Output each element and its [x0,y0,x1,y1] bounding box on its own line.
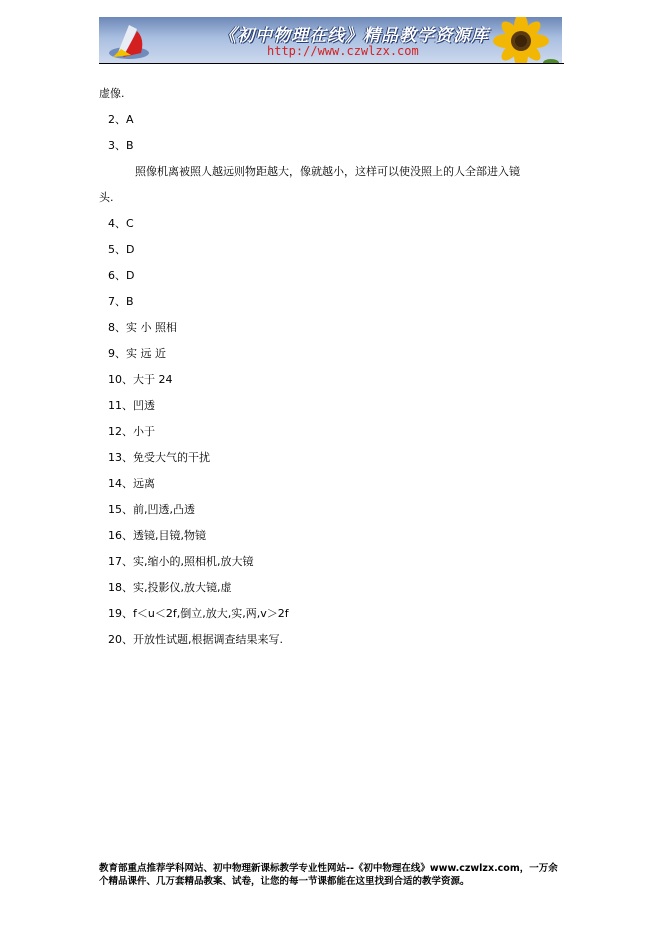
footer-line: 教育部重点推荐学科网站、初中物理新课标教学专业性网站--《初中物理在线》www.czwlzx.com，一万余 [99,863,558,874]
answer-line: 9、实 远 近 [108,347,166,360]
answer-line: 16、透镜,目镜,物镜 [108,529,206,542]
answer-line: 照像机离被照人越远则物距越大，像就越小，这样可以使没照上的人全部进入镜 [135,165,520,178]
footer-promo [99,862,565,888]
answer-line: 12、小于 [108,425,155,438]
answer-line: 4、C [108,217,134,230]
answer-line: 18、实,投影仪,放大镜,虚 [108,581,232,594]
answer-line: 13、免受大气的干扰 [108,451,210,464]
answer-line: 2、A [108,113,134,126]
answer-line: 5、D [108,243,135,256]
answer-line: 3、B [108,139,134,152]
answer-line: 7、B [108,295,134,308]
banner-url[interactable]: http://www.czwlzx.com [267,44,419,58]
answer-line: 头. [99,191,114,204]
footer-line: 个精品课件、几万套精品教案、试卷，让您的每一节课都能在这里找到合适的教学资源。 [99,876,470,887]
answer-line: 6、D [108,269,135,282]
answer-line: 虚像. [99,87,125,100]
banner-title: 《初中物理在线》精品教学资源库 [219,26,489,46]
answer-line: 10、大于 24 [108,373,173,386]
answer-line: 14、远离 [108,477,155,490]
answer-line: 15、前,凹透,凸透 [108,503,195,516]
answer-line: 20、开放性试题,根据调查结果来写. [108,633,283,646]
answer-line: 17、实,缩小的,照相机,放大镜 [108,555,254,568]
answer-line: 11、凹透 [108,399,155,412]
answer-line: 8、实 小 照相 [108,321,177,334]
header-banner [99,17,562,63]
header-divider [99,63,564,64]
sunflower-icon [481,17,559,63]
site-logo-icon [107,19,151,61]
answer-line: 19、f＜u＜2f,倒立,放大,实,两,v＞2f [108,607,289,620]
